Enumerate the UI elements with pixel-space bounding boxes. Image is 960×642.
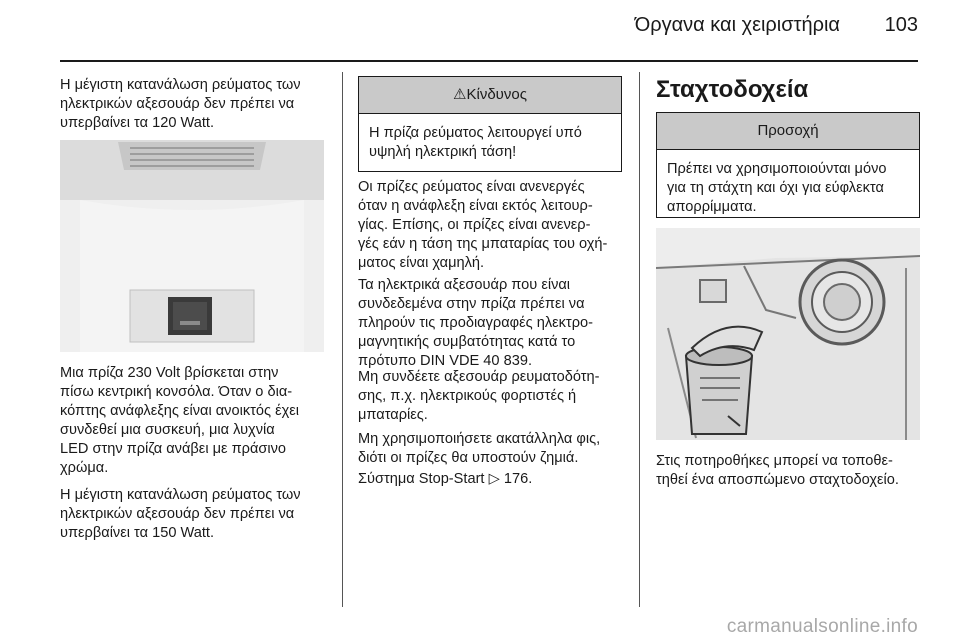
page-reference-link[interactable]: 176. [503, 471, 533, 487]
col1-para2: Μια πρίζα 230 Volt βρίσκεται στην πίσω κεντρική κονσόλα. Όταν ο δια- κόπτης ανάφλεξης είναι ανοικτός έχει συνδεθεί μια συσκευή, μια λυχνία LED στην πρίζα ανάβει με πράσινο χρώμα. [60, 365, 300, 476]
danger-box-title: Κίνδυνος [466, 86, 527, 103]
col2-para4: Μη χρησιμοποιήσετε ακατάλληλα φις, διότι οι πρίζες θα υποστούν ζημιά. [358, 431, 601, 466]
column-divider-1 [342, 72, 343, 607]
header-rule [60, 60, 918, 62]
col2-para5: Σύστημα Stop-Start ▷ 176. [358, 471, 533, 487]
col1-para3: Η μέγιστη κατανάλωση ρεύματος των ηλεκτρικών αξεσουάρ δεν πρέπει να υπερβαίνει τα 150 Watt. [60, 487, 301, 541]
ashtray-cupholder-photo [656, 228, 920, 440]
running-header-title: Όργανα και χειριστήρια [634, 14, 840, 36]
caution-box [656, 112, 920, 218]
danger-box-text: Η πρίζα ρεύματος λειτουργεί υπό υψηλή ηλεκτρική τάση! [369, 125, 582, 160]
col2-para3: Μη συνδέετε αξεσουάρ ρευματοδότη- σης, π.χ. ηλεκτρικούς φορτιστές ή μπαταρίες. [358, 369, 600, 423]
section-title: Σταχτοδοχεία [656, 76, 809, 103]
danger-box-header [359, 77, 621, 114]
caution-box-title: Προσοχή [657, 113, 919, 150]
rear-console-socket-photo [60, 140, 324, 352]
col1-para1: Η μέγιστη κατανάλωση ρεύματος των ηλεκτρικών αξεσουάρ δεν πρέπει να υπερβαίνει τα 120 Watt. [60, 77, 301, 131]
col2-para2: Τα ηλεκτρικά αξεσουάρ που είναι συνδεδεμένα στην πρίζα πρέπει να πληρούν τις προδιαγραφές ηλεκτρο- μαγνητικής συμβατότητας κατά το πρότυπο DIN VDE 40 839. [358, 277, 593, 369]
watermark: carmanualsonline.info [726, 616, 918, 637]
page-number: 103 [884, 14, 918, 36]
warning-triangle-icon: ⚠ [453, 86, 467, 103]
caution-box-text: Πρέπει να χρησιμοποιούνται μόνο για τη στάχτη και όχι για εύφλεκτα απορρίμματα. [667, 161, 887, 215]
col3-para1: Στις ποτηροθήκες μπορεί να τοποθε- τηθεί ένα αποσπώμενο σταχτοδοχείο. [656, 453, 899, 488]
col2-para1: Οι πρίζες ρεύματος είναι ανενεργές όταν η ανάφλεξη είναι εκτός λειτουρ- γίας. Επίσης, οι πρίζες είναι ανενερ- γές εάν η τάση της μπαταρίας του οχή- ματος είναι χαμηλή. [358, 179, 608, 271]
cross-reference-arrow-icon: ▷ [488, 471, 500, 487]
column-divider-2 [639, 72, 640, 607]
danger-box [358, 76, 622, 172]
